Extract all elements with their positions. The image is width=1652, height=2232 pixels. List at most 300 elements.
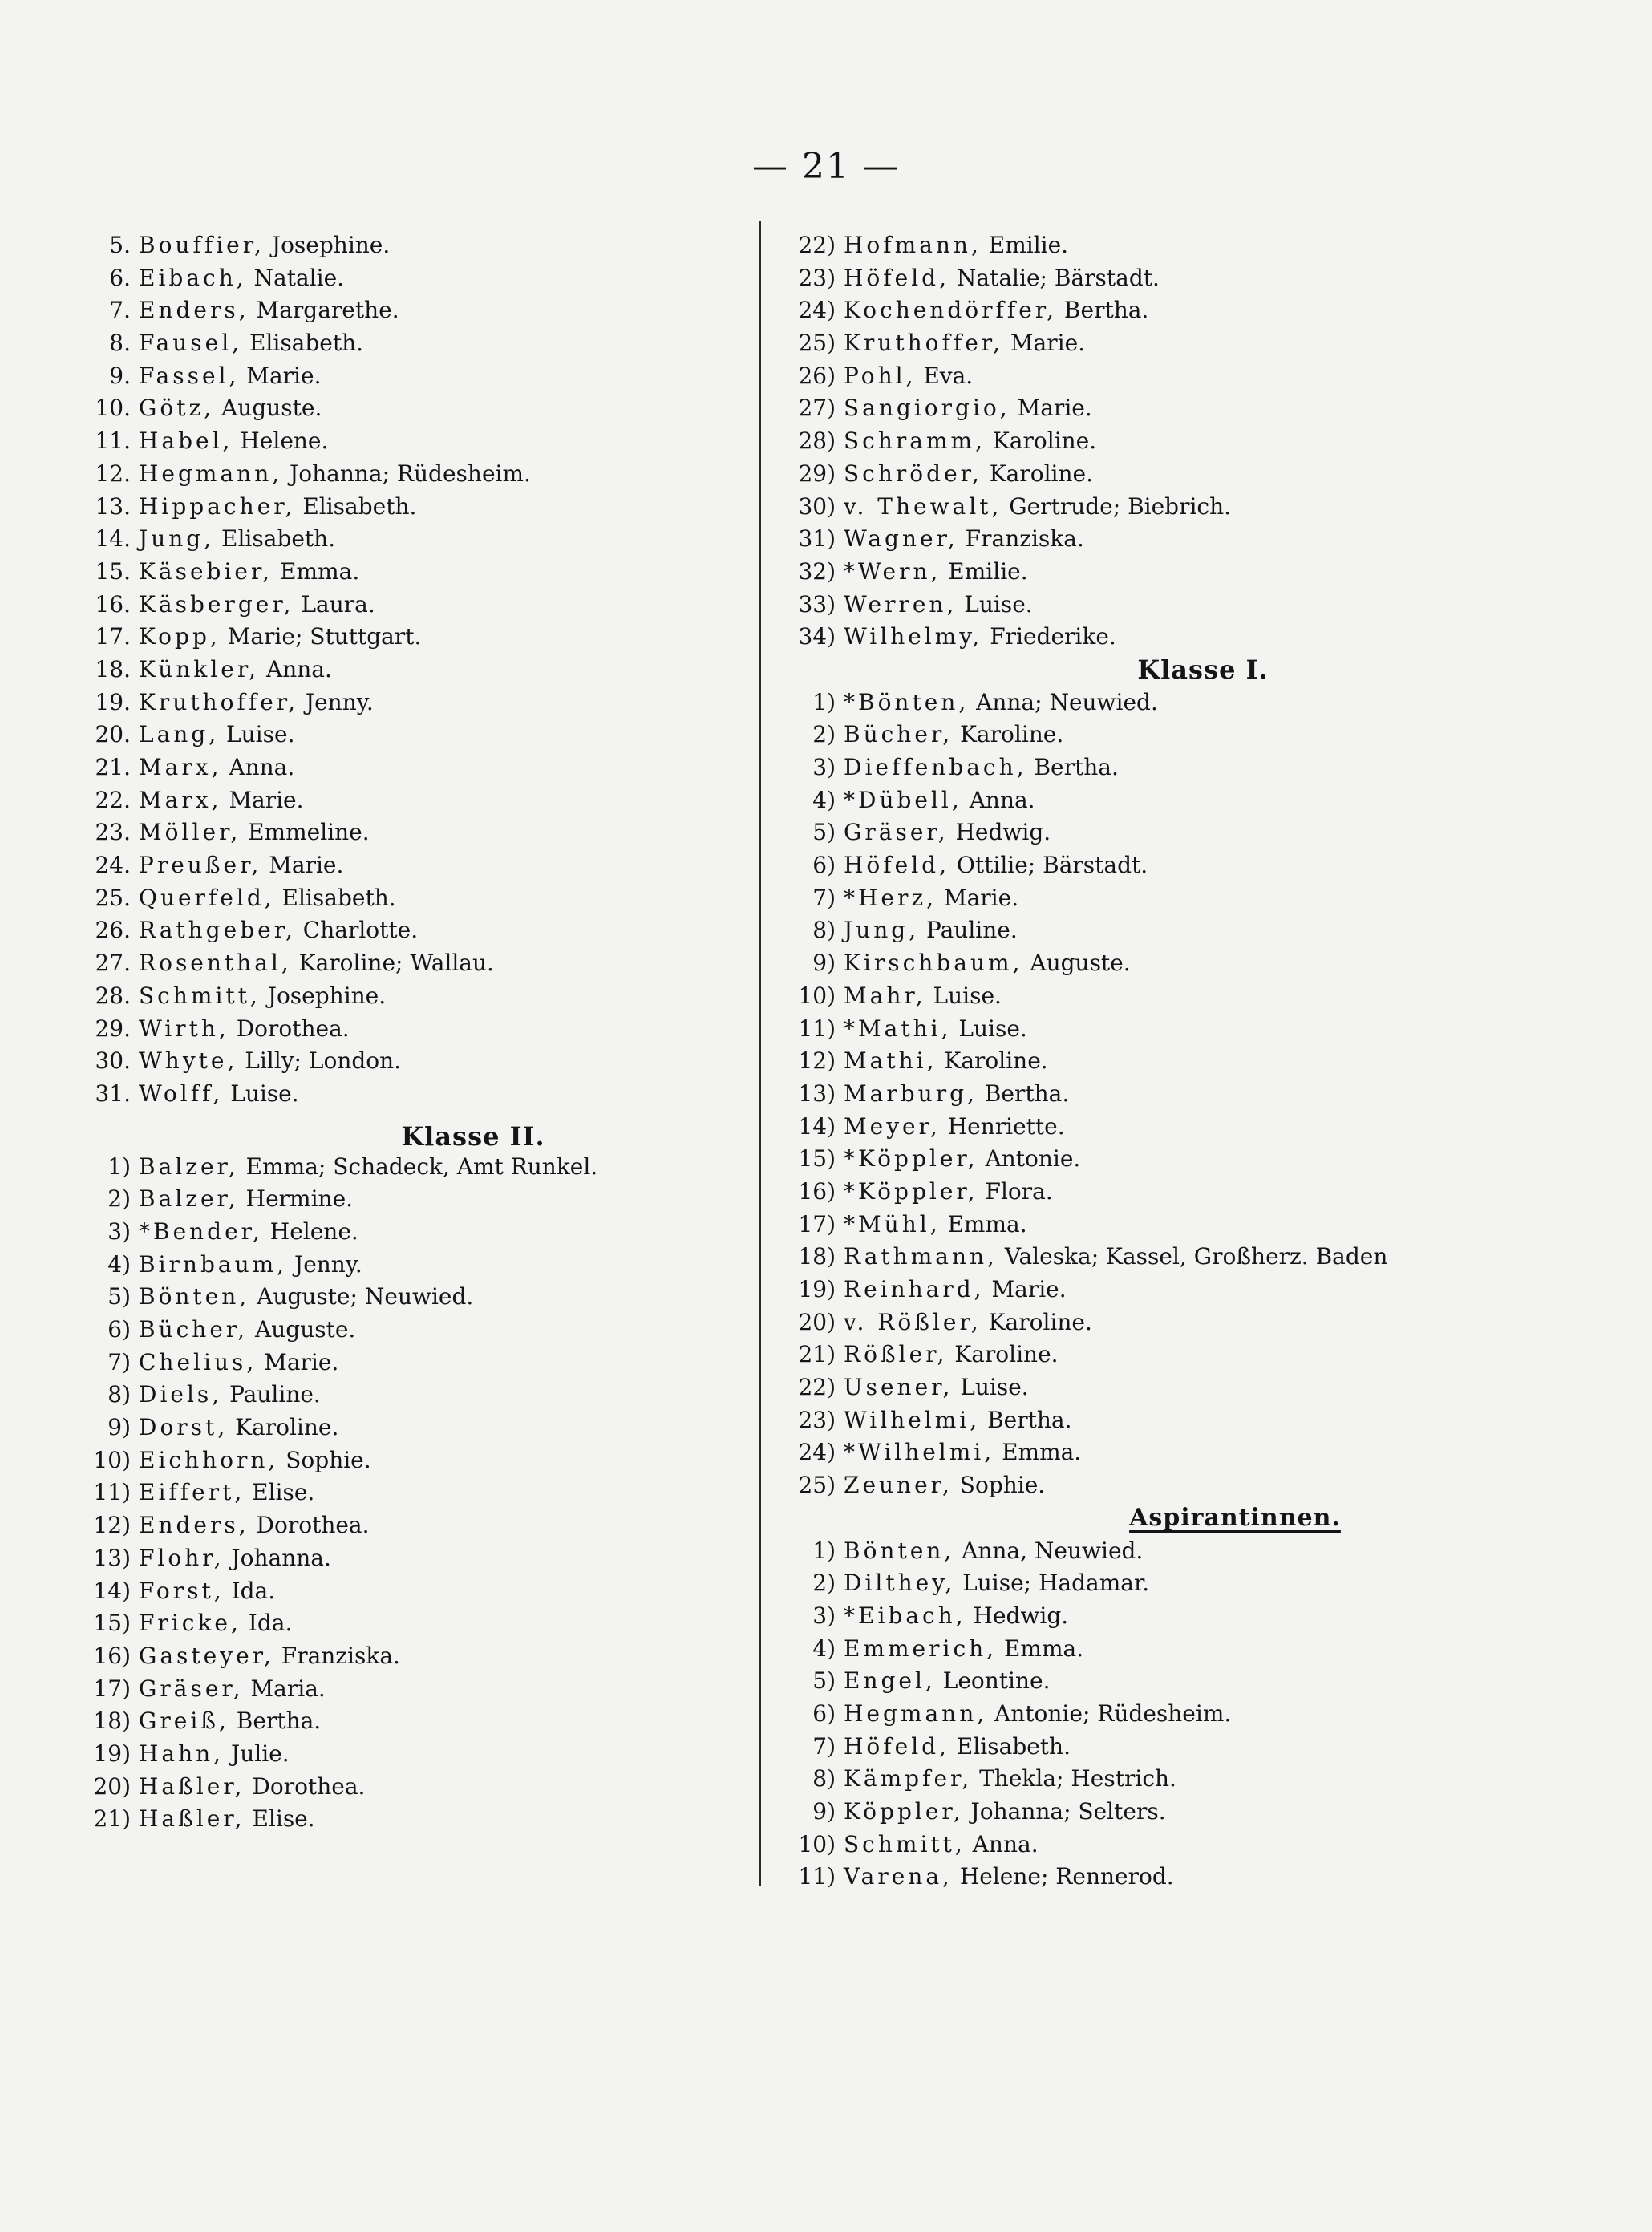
item-details: Emilie. (981, 232, 1069, 258)
item-surname: Fausel, (139, 330, 243, 357)
item-number: 11. (95, 427, 131, 455)
item-details: Antonie; Rüdesheim. (987, 1699, 1232, 1727)
item-number: 24) (798, 297, 836, 324)
list-item (794, 458, 1644, 491)
list-item (794, 1078, 1644, 1111)
item-number: 20) (798, 1308, 836, 1335)
item-surname: Kämpfer, (844, 1765, 973, 1792)
list-item (84, 327, 742, 360)
list-item (84, 1444, 742, 1477)
item-details: Eva. (916, 362, 974, 389)
list-item (794, 1731, 1644, 1764)
item-surname: Dilthey, (844, 1570, 956, 1597)
item-surname: Rößler, (844, 1341, 948, 1368)
item-details: Marie; Stuttgart. (220, 623, 422, 650)
item-details: Elisabeth. (949, 1732, 1071, 1760)
item-number: 6) (812, 852, 836, 879)
item-details: Natalie; Bärstadt. (949, 264, 1160, 291)
item-number: 24. (95, 852, 131, 879)
item-surname: Gasteyer, (139, 1642, 274, 1669)
aspirantinnen-list (794, 1535, 1644, 1894)
list-item (794, 556, 1644, 589)
item-number: 13) (93, 1544, 131, 1571)
list-item (794, 687, 1644, 719)
list-item (794, 947, 1644, 980)
item-surname: Wolff, (139, 1080, 224, 1107)
item-number: 12) (93, 1512, 131, 1539)
item-number: 8) (812, 1765, 836, 1792)
item-surname: Götz, (139, 395, 215, 422)
list-item (794, 719, 1644, 751)
item-number: 28. (95, 982, 131, 1009)
item-details: Emmeline. (241, 819, 370, 846)
item-details: Anna, Neuwied. (954, 1537, 1144, 1564)
item-number: 15) (93, 1610, 131, 1637)
list-item (794, 1241, 1644, 1274)
item-details: Auguste; Neuwied. (249, 1283, 474, 1310)
item-number: 5) (812, 819, 836, 846)
list-item (794, 1535, 1644, 1568)
item-number: 27) (798, 395, 836, 422)
item-surname: Birnbaum, (139, 1250, 288, 1278)
item-details: Marie. (984, 1276, 1067, 1302)
list-item (84, 360, 742, 393)
item-number: 16) (93, 1642, 131, 1669)
list-item (84, 392, 742, 425)
item-number: 29. (95, 1015, 131, 1042)
item-surname: Hippacher, (139, 492, 296, 520)
item-number: 3) (812, 1602, 836, 1629)
item-surname: *Bender, (139, 1217, 263, 1245)
column-divider (759, 221, 761, 1886)
item-details: Ida. (241, 1610, 293, 1637)
list-item (794, 849, 1644, 882)
item-number: 3) (107, 1217, 131, 1245)
item-surname: Werren, (844, 590, 958, 618)
item-details: Emma. (997, 1635, 1084, 1662)
item-details: Auguste. (214, 395, 322, 422)
item-surname: *Mühl, (844, 1210, 941, 1238)
item-details: Ida. (224, 1577, 276, 1604)
item-number: 22) (798, 1374, 836, 1401)
item-surname: Balzer, (139, 1185, 239, 1213)
list-item (84, 1771, 742, 1804)
item-number: 5. (109, 232, 131, 258)
item-surname: Reinhard, (844, 1276, 985, 1302)
item-details: Hedwig. (948, 819, 1051, 846)
list-item (794, 229, 1644, 262)
item-number: 27. (95, 950, 131, 977)
list-item (84, 980, 742, 1013)
list-item (84, 523, 742, 556)
item-number: 5) (107, 1283, 131, 1310)
item-surname: Künkler, (139, 655, 260, 683)
item-surname: Wilhelmi, (844, 1406, 981, 1433)
item-number: 5) (812, 1667, 836, 1695)
item-details: Elise. (245, 1805, 315, 1833)
list-item (794, 491, 1644, 524)
item-details: Ottilie; Bärstadt. (949, 852, 1148, 879)
item-details: Valeska; Kassel, Großherz. Baden (997, 1243, 1388, 1270)
item-surname: Pohl, (844, 362, 917, 389)
list-item (84, 1379, 742, 1412)
item-number: 1) (812, 688, 836, 715)
klasse-1-list (794, 687, 1644, 1502)
item-number: 23) (798, 1406, 836, 1433)
item-number: 6) (812, 1699, 836, 1727)
list-item (84, 262, 742, 295)
item-details: Henriette. (940, 1112, 1065, 1140)
item-surname: Wirth, (139, 1015, 229, 1042)
item-number: 9. (109, 362, 131, 389)
item-surname: Engel, (844, 1667, 936, 1695)
item-number: 1) (812, 1537, 836, 1564)
list-item (84, 1640, 742, 1673)
item-surname: Preußer, (139, 852, 262, 879)
item-number: 23) (798, 264, 836, 291)
list-item (84, 719, 742, 751)
item-details: Pauline. (222, 1381, 321, 1408)
item-surname: Mathi, (844, 1047, 937, 1075)
item-surname: Eiffert, (139, 1479, 245, 1506)
klasse-1-heading: Klasse I. (1137, 654, 1269, 685)
item-number: 25. (95, 884, 131, 911)
item-number: 18) (798, 1243, 836, 1270)
item-surname: Köppler, (844, 1798, 964, 1825)
item-surname: Hegmann, (844, 1699, 988, 1727)
item-surname: Kopp, (139, 623, 221, 650)
list-item (794, 1306, 1644, 1339)
item-surname: Kochendörffer, (844, 297, 1058, 324)
item-details: Luise. (951, 1015, 1027, 1042)
list-item (794, 1371, 1644, 1404)
list-item (84, 1013, 742, 1046)
item-details: Elisabeth. (295, 492, 417, 520)
list-item (794, 882, 1644, 915)
item-surname: Wilhelmy, (844, 623, 983, 650)
item-surname: Diels, (139, 1381, 223, 1408)
list-item (84, 1216, 742, 1249)
list-item (84, 849, 742, 882)
item-surname: Schröder, (844, 460, 982, 487)
item-number: 21. (95, 754, 131, 780)
item-number: 6) (107, 1316, 131, 1343)
list-item (794, 1013, 1644, 1046)
item-number: 7. (109, 297, 131, 324)
item-number: 2) (107, 1185, 131, 1213)
item-surname: *Mathi, (844, 1015, 952, 1042)
item-details: Anna. (962, 786, 1035, 813)
list-item (794, 751, 1644, 784)
item-surname: Usener, (844, 1374, 954, 1401)
item-number: 11) (798, 1015, 836, 1042)
item-number: 23. (95, 819, 131, 846)
item-number: 10) (798, 982, 836, 1009)
item-details: Karoline. (953, 721, 1064, 748)
list-item (84, 1477, 742, 1509)
aspirantinnen-heading: Aspirantinnen. (1129, 1503, 1341, 1532)
item-number: 24) (798, 1439, 836, 1466)
list-item (84, 1412, 742, 1444)
item-details: Josephine. (264, 232, 391, 258)
list-item (794, 1436, 1644, 1469)
list-item (84, 1607, 742, 1640)
list-item (84, 882, 742, 915)
item-details: Karoline. (981, 1308, 1092, 1335)
item-number: 31. (95, 1080, 131, 1107)
item-details: Luise. (223, 1080, 299, 1107)
item-details: Pauline. (919, 917, 1018, 944)
item-number: 4) (812, 786, 836, 813)
list-item (84, 1803, 742, 1836)
item-surname: Schramm, (844, 427, 986, 455)
item-details: Luise; Hadamar. (955, 1570, 1150, 1597)
item-surname: Habel, (139, 427, 233, 455)
item-number: 32) (798, 557, 836, 585)
item-number: 1) (107, 1152, 131, 1180)
item-number: 8) (812, 917, 836, 944)
item-number: 26. (95, 917, 131, 944)
list-item (794, 425, 1644, 458)
item-number: 22) (798, 232, 836, 258)
list-item (794, 1143, 1644, 1176)
page-number: — 21 — (752, 146, 900, 187)
item-number: 21) (93, 1805, 131, 1833)
item-surname: Chelius, (139, 1348, 257, 1375)
item-details: Jenny. (298, 688, 374, 715)
item-details: Emma. (940, 1210, 1027, 1238)
item-surname: Jung, (139, 525, 215, 553)
item-number: 25) (798, 1472, 836, 1499)
item-number: 2) (812, 1570, 836, 1597)
item-number: 12) (798, 1047, 836, 1075)
item-details: Gertrude; Biebrich. (1002, 492, 1232, 520)
list-item (84, 784, 742, 817)
item-surname: *Eibach, (844, 1602, 966, 1629)
list-item (794, 589, 1644, 622)
item-surname: Dieffenbach, (844, 754, 1027, 780)
item-surname: Hegmann, (139, 460, 283, 487)
item-surname: Lang, (139, 721, 220, 748)
item-surname: Fassel, (139, 362, 240, 389)
item-details: Johanna; Selters. (963, 1798, 1166, 1825)
item-number: 13) (798, 1080, 836, 1107)
item-surname: *Dübell, (844, 786, 962, 813)
item-details: Charlotte. (295, 917, 419, 944)
list-item (84, 1314, 742, 1347)
item-surname: *Wern, (844, 557, 941, 585)
item-details: Dorothea. (229, 1015, 350, 1042)
item-surname: Bücher, (844, 721, 954, 748)
item-surname: Varena, (844, 1863, 953, 1890)
item-number: 33) (798, 590, 836, 618)
item-number: 10) (93, 1446, 131, 1473)
item-number: 16) (798, 1177, 836, 1205)
item-number: 26) (798, 362, 836, 389)
list-item (84, 1249, 742, 1282)
item-surname: Fricke, (139, 1610, 241, 1637)
list-item (794, 1274, 1644, 1306)
item-number: 15. (95, 557, 131, 585)
item-details: Hermine. (238, 1185, 354, 1213)
item-number: 9) (812, 950, 836, 977)
item-surname: *Köppler, (844, 1145, 978, 1173)
item-surname: *Wilhelmi, (844, 1439, 995, 1466)
list-item (794, 980, 1644, 1013)
list-item (794, 1339, 1644, 1371)
item-surname: Höfeld, (844, 1732, 949, 1760)
item-surname: Schmitt, (139, 982, 261, 1009)
list-item (794, 294, 1644, 327)
item-surname: *Köppler, (844, 1177, 978, 1205)
item-number: 9) (812, 1798, 836, 1825)
item-details: Auguste. (248, 1316, 356, 1343)
list-item (84, 621, 742, 654)
item-number: 8) (107, 1381, 131, 1408)
item-details: Anna; Neuwied. (969, 688, 1158, 715)
item-surname: Rathgeber, (139, 917, 296, 944)
item-details: Karoline. (985, 427, 1097, 455)
item-details: Jenny. (287, 1250, 362, 1278)
item-surname: Enders, (139, 297, 249, 324)
item-details: Leontine. (935, 1667, 1051, 1695)
item-details: Emma. (273, 557, 360, 585)
item-surname: *Bönten, (844, 688, 970, 715)
item-details: Karoline. (937, 1047, 1048, 1075)
list-item (794, 1829, 1644, 1861)
item-surname: Höfeld, (844, 852, 949, 879)
left-list-top (84, 229, 742, 1111)
item-number: 18) (93, 1707, 131, 1735)
list-item (794, 1567, 1644, 1600)
item-details: Helene. (233, 427, 329, 455)
item-details: Marie. (1002, 330, 1086, 357)
item-details: Marie. (261, 852, 344, 879)
item-details: Elisabeth. (242, 330, 364, 357)
item-surname: Haßler, (139, 1772, 245, 1800)
item-surname: Bücher, (139, 1316, 249, 1343)
item-surname: Jung, (844, 917, 920, 944)
list-item (794, 1633, 1644, 1666)
item-details: Auguste. (1022, 950, 1131, 977)
item-surname: Käsberger, (139, 590, 294, 618)
item-number: 25) (798, 330, 836, 357)
item-number: 29) (798, 460, 836, 487)
list-item (794, 1469, 1644, 1502)
item-details: Marie. (239, 362, 322, 389)
item-surname: Haßler, (139, 1805, 245, 1833)
item-details: Helene. (262, 1217, 358, 1245)
item-details: Sophie. (278, 1446, 371, 1473)
list-item (794, 1796, 1644, 1829)
item-details: Karoline. (982, 460, 1094, 487)
item-details: Luise. (957, 590, 1033, 618)
item-details: Anna. (259, 655, 332, 683)
item-surname: Greiß, (139, 1707, 229, 1735)
left-column (84, 229, 742, 1836)
item-details: Dorothea. (249, 1512, 370, 1539)
item-number: 17) (798, 1210, 836, 1238)
list-item (84, 914, 742, 947)
list-item (794, 327, 1644, 360)
item-surname: Enders, (139, 1512, 249, 1539)
list-item (84, 1542, 742, 1575)
list-item (84, 1673, 742, 1706)
item-details: Johanna; Rüdesheim. (282, 460, 531, 487)
item-number: 14) (93, 1577, 131, 1604)
list-item (84, 1078, 742, 1111)
item-number: 6. (109, 264, 131, 291)
item-surname: Kruthoffer, (139, 688, 298, 715)
item-details: Elise. (245, 1479, 315, 1506)
item-surname: Rathmann, (844, 1243, 998, 1270)
list-item (794, 360, 1644, 393)
item-details: Anna. (965, 1830, 1039, 1857)
item-number: 4) (107, 1250, 131, 1278)
item-details: Franziska. (273, 1642, 400, 1669)
item-details: Flora. (978, 1177, 1053, 1205)
item-number: 21) (798, 1341, 836, 1368)
item-number: 3) (812, 754, 836, 780)
item-number: 34) (798, 623, 836, 650)
klasse-2-heading: Klasse II. (401, 1120, 545, 1152)
list-item (84, 687, 742, 719)
item-number: 10. (95, 395, 131, 422)
list-item (794, 1698, 1644, 1731)
item-details: Emma; Schadeck, Amt Runkel. (238, 1152, 598, 1180)
item-details: Luise. (925, 982, 1002, 1009)
item-number: 4) (812, 1635, 836, 1662)
item-surname: Marx, (139, 754, 222, 780)
list-item (84, 556, 742, 589)
item-details: Marie. (1010, 395, 1092, 422)
item-number: 16. (95, 590, 131, 618)
item-number: 14. (95, 525, 131, 553)
list-item (794, 1665, 1644, 1698)
item-number: 20) (93, 1772, 131, 1800)
item-number: 22. (95, 786, 131, 813)
item-surname: Marburg, (844, 1080, 978, 1107)
item-number: 10) (798, 1830, 836, 1857)
list-item (84, 654, 742, 687)
item-details: Bertha. (977, 1080, 1070, 1107)
item-surname: Gräser, (844, 819, 949, 846)
list-item (84, 1151, 742, 1184)
list-item (794, 816, 1644, 849)
list-item (794, 784, 1644, 817)
item-number: 7) (812, 884, 836, 911)
list-item (84, 1509, 742, 1542)
item-surname: Möller, (139, 819, 241, 846)
item-number: 28) (798, 427, 836, 455)
list-item (794, 523, 1644, 556)
list-item (794, 1209, 1644, 1242)
item-number: 8. (109, 330, 131, 357)
item-surname: Querfeld, (139, 884, 275, 911)
item-details: Margarethe. (249, 297, 399, 324)
item-details: Josephine. (260, 982, 387, 1009)
item-details: Laura. (294, 590, 375, 618)
item-surname: Gräser, (139, 1675, 244, 1702)
list-item (84, 425, 742, 458)
item-number: 13. (95, 492, 131, 520)
item-number: 19) (93, 1740, 131, 1767)
item-details: Julie. (224, 1740, 290, 1767)
item-details: Lilly; London. (237, 1047, 402, 1075)
item-details: Sophie. (952, 1472, 1046, 1499)
list-item (84, 816, 742, 849)
list-item (84, 1281, 742, 1314)
